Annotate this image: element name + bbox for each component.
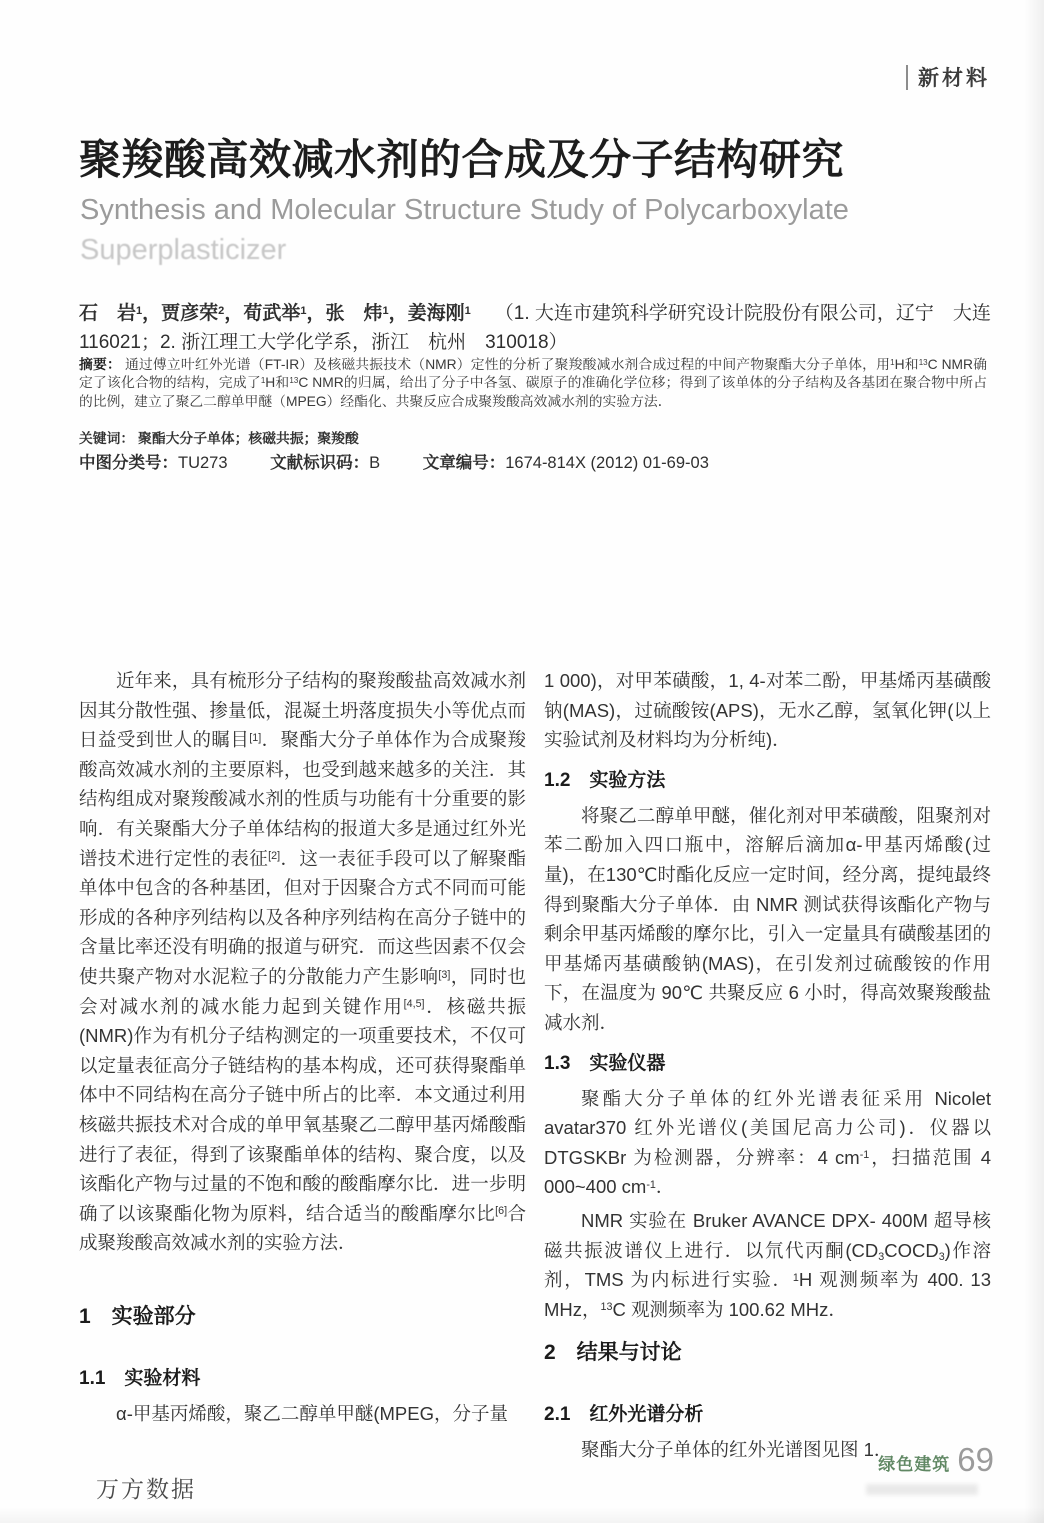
body-columns — [79, 666, 991, 1465]
article-title-en — [80, 190, 849, 270]
section-heading-1-3: 1.3 实验仪器 — [544, 1052, 666, 1074]
doc-code-label: 文献标识码： — [270, 454, 370, 472]
journal-name: 绿色建筑 — [878, 1455, 951, 1474]
right-column — [544, 666, 991, 1465]
keywords-text: 聚酯大分子单体；核磁共振；聚羧酸 — [138, 431, 359, 446]
paragraph-ftir-instrument: 聚酯大分子单体的红外光谱表征采用 Nicolet avatar370 红外光谱仪(美国尼高力公司)．仪器以 DTGSKBr 为检测器，分辨率：4 $cm^{-1}$，扫描范围 4 000~400 $cm^{-1}$． — [544, 1087, 991, 1198]
section-heading-1-2: 1.2 实验方法 — [544, 769, 666, 791]
doc-code-value: B — [369, 454, 381, 472]
print-bleed-ghost — [866, 1484, 978, 1495]
section-heading-2-1: 2.1 红外光谱分析 — [544, 1404, 704, 1426]
category-label: 新材料 — [918, 67, 990, 90]
section-heading-2: 2 结果与讨论 — [544, 1341, 682, 1365]
page-number: 69 — [957, 1441, 994, 1478]
abstract — [79, 356, 987, 411]
article-id-label: 文章编号： — [422, 454, 506, 472]
clc-value: TU273 — [178, 454, 228, 472]
paragraph-intro: 近年来，具有梳形分子结构的聚羧酸盐高效减水剂因其分散性强、掺量低，混凝土坍落度损失小等优点而日益受到世人的瞩目[1]．聚酯大分子单体作为合成聚羧酸高效减水剂的主要原料，也受到越来越多的关注．其结构组成对聚羧酸减水剂的性质与功能有十分重要的影响．有关聚酯大分子单体结构的报道大多是通过红外光谱技术进行定性的表征[2]．这一表征手段可以了解聚酯单体中包含的各种基团，但对于因聚合方式不同而可能形成的各种序列结构以及各种序列结构在高分子链中的含量比率还没有明确的报道与研究．而这些因素不仅会使共聚产物对水泥粒子的分散能力产生影响[3]，同时也会对减水剂的减水能力起到关键作用[4,5]．核磁共振(NMR)作为有机分子结构测定的一项重要技术，不仅可以定量表征高分子链结构的基本构成，还可获得聚酯单体中不同结构在高分子链中所占的比率．本文通过利用核磁共振技术对合成的单甲氧基聚乙二醇甲基丙烯酸酯进行了表征，得到了该聚酯单体的结构、聚合度，以及该酯化产物与过量的不饱和酸的酸酯摩尔比．进一步明确了以该聚酯化物为原料，结合适当的酸酯摩尔比[6]合成聚羧酸高效减水剂的实验方法． — [79, 670, 526, 1254]
badge-divider — [906, 65, 908, 90]
category-badge — [906, 62, 990, 92]
article-title-zh: 聚羧酸高效减水剂的合成及分子结构研究 — [79, 136, 845, 183]
article-title-en-line1: Synthesis and Molecular Structure Study of Polycarboxylate — [80, 194, 849, 226]
paragraph-method: 将聚乙二醇单甲醚，催化剂对甲苯磺酸，阻聚剂对苯二酚加入四口瓶中，溶解后滴加α-甲基丙烯酸(过量)，在130℃时酯化反应一定时间，经分离，提纯最终得到聚酯大分子单体．由 NMR 测试获得该酯化产物与剩余甲基丙烯酸的摩尔比，引入一定量具有磺酸基团的甲基烯丙基磺酸钠(MAS)，在引发剂过硫酸铵的作用下，在温度为 90℃ 共聚反应 6 小时，得高效聚羧酸盐减水剂． — [544, 804, 991, 1033]
section-heading-1-1: 1.1 实验材料 — [79, 1367, 201, 1389]
abstract-label: 摘要： — [79, 357, 121, 372]
scan-edge-right — [1024, 0, 1044, 1523]
abstract-text: 通过傅立叶红外光谱（FT-IR）及核磁共振技术（NMR）定性的分析了聚羧酸减水剂合成过程的中间产物聚酯大分子单体，用$^1$H和$^{13}$C NMR确定了该化合物的结构，完成了$^1$H和$^{13}$C NMR的归属，给出了分子中各氢、碳原子的准确化学位移；得到了该单体的分子结构及各基团在聚合物中所占的比例，建立了聚乙二醇单甲醚（MPEG）经酯化、共聚反应合成聚羧酸高效减水剂的实验方法． — [79, 357, 988, 409]
wanfang-watermark: 万方数据 — [96, 1476, 196, 1502]
paragraph-materials: α-甲基丙烯酸，聚乙二醇单甲醚(MPEG，分子量 — [116, 1402, 508, 1424]
section-heading-1: 1 实验部分 — [79, 1304, 196, 1328]
keywords-label: 关键词： — [79, 431, 135, 446]
paragraph-materials-cont: 1 000)，对甲苯磺酸，1, 4-对苯二酚，甲基烯丙基磺酸钠(MAS)，过硫酸铵(APS)，无水乙醇，氢氧化钾(以上实验试剂及材料均为分析纯)． — [544, 670, 991, 751]
authors-line — [79, 300, 1017, 357]
meta-line — [79, 449, 709, 473]
paragraph-nmr-instrument: NMR 实验在 Bruker AVANCE DPX- 400M 超导核磁共振波谱仪上进行．以氘代丙酮$(CD_3COCD_3)$作溶剂，TMS 为内标进行实验．$^1$H 观测频率为 400. 13 MHz，$^{13}$C 观测频率为 100.62 MHz． — [544, 1209, 991, 1320]
keywords-line — [79, 427, 359, 447]
article-title-en-line2: Superplasticizer — [80, 234, 287, 266]
article-id-value: 1674-814X (2012) 01-69-03 — [505, 454, 709, 472]
affiliations: （1. 大连市建筑科学研究设计院股份有限公司，辽宁 大连 116021；2. 浙江理工大学化学系，浙江 杭州 310018） — [79, 303, 991, 353]
paragraph-ir-result: 聚酯大分子单体的红外光谱图见图 1． — [581, 1439, 893, 1461]
clc-label: 中图分类号： — [79, 454, 178, 472]
author-names: 石 岩$^1$，贾彦荣$^2$，荀武举$^1$，张 炜$^1$，姜海刚$^1$ — [79, 303, 471, 324]
page-folio — [878, 1441, 994, 1479]
scan-edge-bottom — [0, 1507, 1044, 1523]
left-column — [79, 666, 526, 1465]
